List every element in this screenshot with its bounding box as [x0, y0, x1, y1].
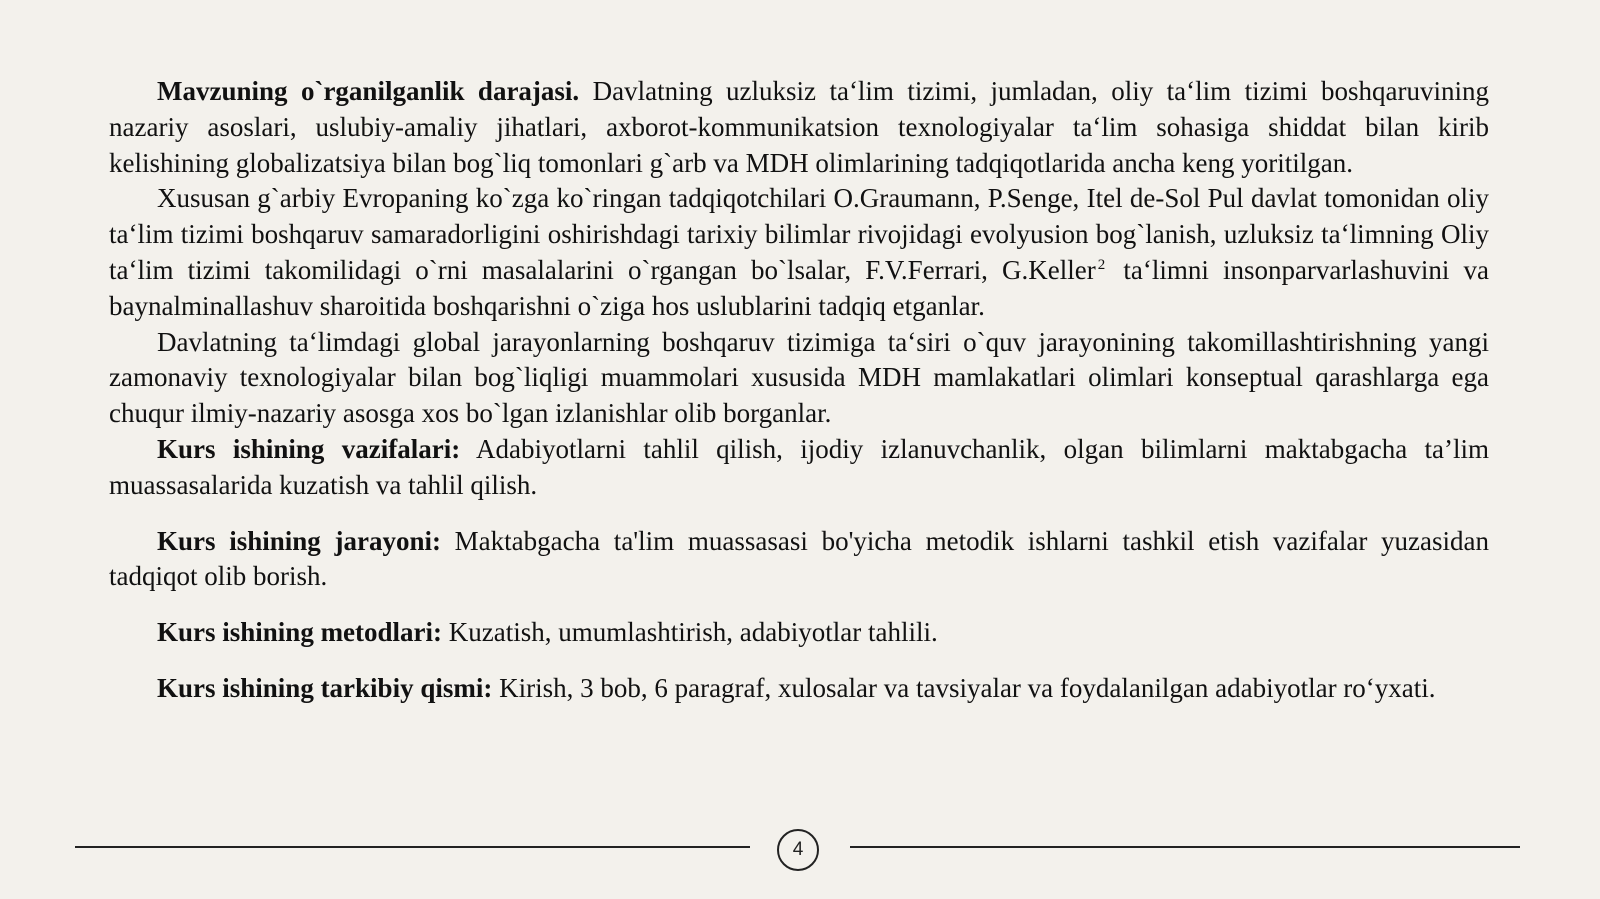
- footer-divider-right: [850, 846, 1520, 848]
- paragraph-research-level: [109, 74, 1489, 181]
- text-research-level: Davlatning uzluksiz ta‘lim tizimi, jumladan, oliy ta‘lim tizimi boshqaruvining nazariy asoslari, uslubiy-amaliy jihatlari, axborot-kommunikatsion texnologiyalar ta‘lim sohasiga shiddat bilan kirib kelishining globalizatsiya bilan bog`liq tomonlari g`arb va MDH olimlarining tadqiqotlarida ancha keng yoritilgan.: [109, 76, 1490, 178]
- text-western-researchers-cont: ta‘limni insonparvarlashuvini va baynalminallashuv sharoitida boshqarishni o`ziga hos uslublarini tadqiq etganlar.: [109, 254, 1489, 321]
- paragraph-course-process: [109, 524, 1489, 596]
- text-cis-scholars: Davlatning ta‘limdagi global jarayonlarning boshqaruv tizimiga ta‘siri o`quv jarayonining takomillashtirishning yangi zamonaviy texnologiyalar bilan bog`liqligi muammolari xususida MDH mamlakatlari olimlari konseptual qarashlarga ega chuqur ilmiy-nazariy asosga xos bo`lgan izlanishlar olib borganlar.: [109, 326, 1489, 429]
- paragraph-western-researchers: [109, 181, 1489, 324]
- paragraph-cis-scholars: [109, 325, 1489, 432]
- text-course-tasks: Adabiyotlarni tahlil qilish, ijodiy izlanuvchanlik, olgan bilimlarni maktabgacha ta’lim muassasalarida kuzatish va tahlil qilish.: [109, 433, 1490, 500]
- footer-divider-left: [75, 846, 750, 848]
- page-number: 4: [777, 829, 819, 871]
- text-course-process: Maktabgacha ta'lim muassasasi bo'yicha metodik ishlarni tashkil etish vazifalar yuzasidan tadqiqot olib borish.: [109, 525, 1489, 592]
- text-course-structure: Kirish, 3 bob, 6 paragraf, xulosalar va tavsiyalar va foydalanilgan adabiyotlar ro‘yxati.: [492, 672, 1436, 703]
- page-body: [109, 74, 1489, 707]
- heading-course-process: Kurs ishining jarayoni:: [157, 525, 441, 556]
- footnote-marker[interactable]: 2: [1097, 256, 1106, 273]
- heading-course-tasks: Kurs ishining vazifalari:: [157, 433, 461, 464]
- text-course-methods: Kuzatish, umumlashtirish, adabiyotlar tahlili.: [442, 617, 938, 648]
- heading-course-methods: Kurs ishining metodlari:: [157, 617, 443, 648]
- paragraph-course-methods: [109, 615, 1489, 651]
- heading-research-level: Mavzuning o`rganilganlik darajasi.: [157, 76, 580, 106]
- paragraph-course-structure: [109, 671, 1489, 707]
- text-western-researchers: Xususan g`arbiy Evropaning ko`zga ko`ringan tadqiqotchilari O.Graumann, P.Senge, Itel de-Sol Pul davlat tomonidan oliy ta‘lim tizimi boshqaruv samaradorligini oshirishdagi tarixiy bilimlar rivojidagi evolyusion bog`lanish, uzluksiz ta‘limning Oliy ta‘lim tizimi takomilidagi o`rni masalalarini o`rgangan bo`lsalar, F.V.Ferrari, G.Keller: [109, 183, 1489, 285]
- heading-course-structure: Kurs ishining tarkibiy qismi:: [157, 672, 493, 703]
- paragraph-course-tasks: [109, 432, 1489, 504]
